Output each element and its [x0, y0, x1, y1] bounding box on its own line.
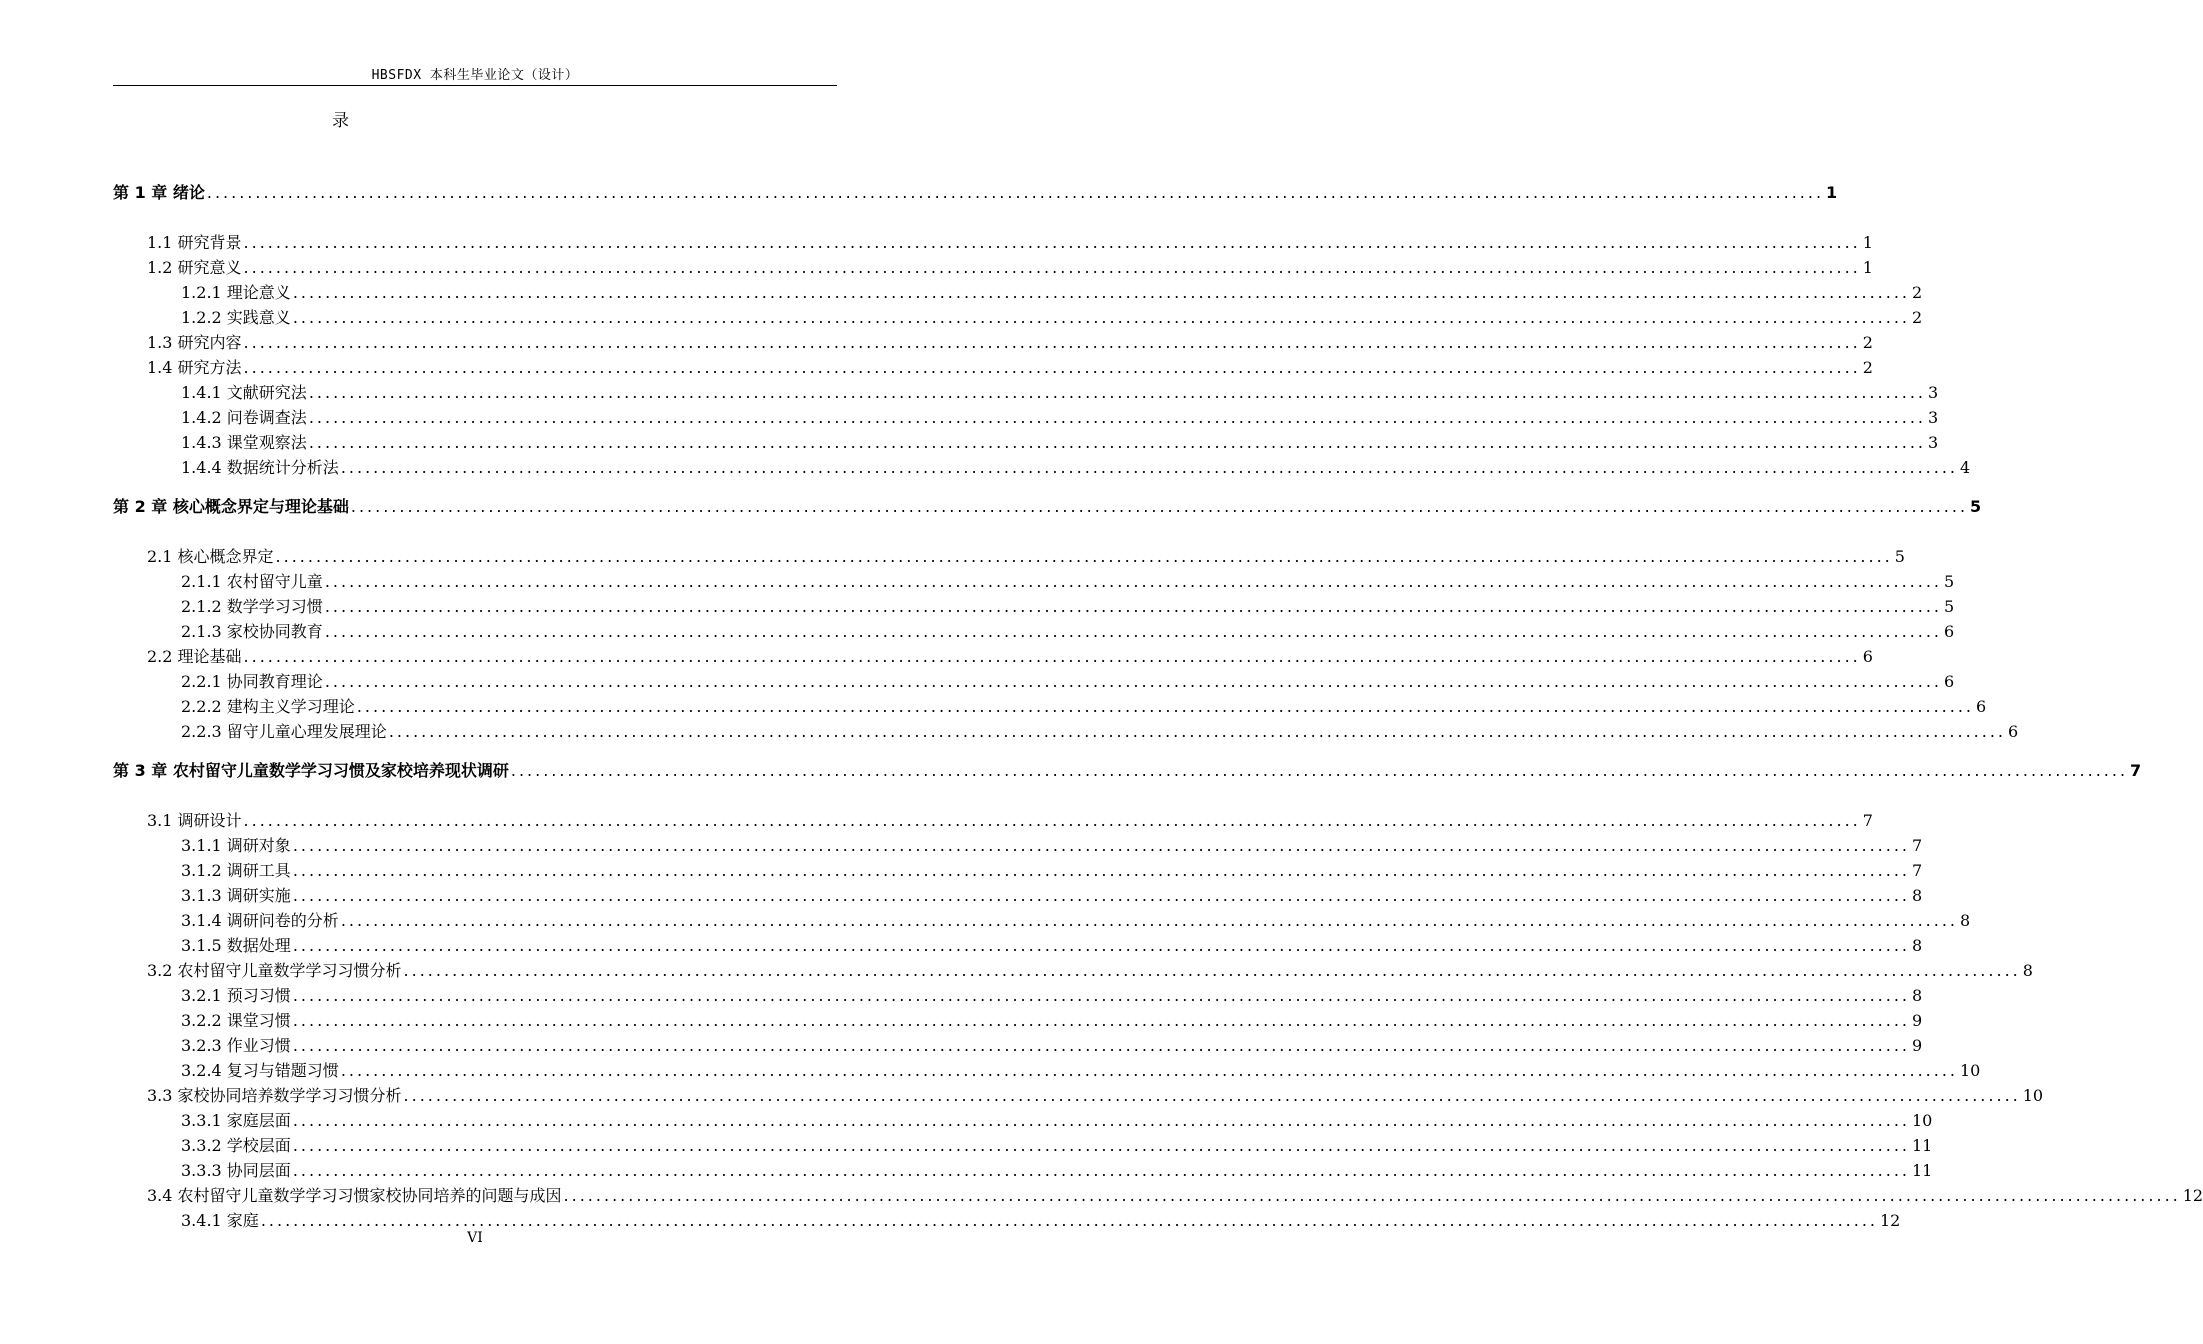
- toc-entry-page: 3: [1928, 383, 1939, 402]
- toc-entry-page: 2: [1862, 333, 1873, 352]
- toc-entry-page: 6: [1976, 697, 1987, 716]
- toc-leader-dots: ........................................................................................................................................................................................................: [324, 622, 1942, 641]
- toc-entry-page: 10: [1912, 1111, 1933, 1130]
- toc-entry-label: 2.1 核心概念界定: [147, 547, 274, 566]
- toc-entry-page: 6: [1944, 672, 1955, 691]
- toc-entry-page: 3: [1928, 408, 1939, 427]
- toc-entry[interactable]: [113, 353, 1873, 378]
- toc-entry[interactable]: [113, 856, 1923, 881]
- toc-entry-page: 8: [1960, 911, 1971, 930]
- toc-entry-page: 10: [2022, 1086, 2044, 1105]
- toc-entry-label: 1.2.1 理论意义: [181, 283, 291, 302]
- toc-entry-label: 3.2.3 作业习惯: [181, 1036, 291, 1055]
- toc-leader-dots: ........................................................................................................................................................................................................: [292, 1111, 1910, 1130]
- toc-entry-page: 5: [1894, 547, 1905, 566]
- toc-entry-label: 2.2.1 协同教育理论: [181, 672, 323, 691]
- toc-entry-page: 12: [2182, 1186, 2203, 1205]
- toc-entry-page: 1: [1862, 233, 1873, 252]
- toc-entry-label: 第 2 章 核心概念界定与理论基础: [113, 497, 349, 516]
- toc-entry[interactable]: [113, 303, 1923, 328]
- toc-leader-dots: ........................................................................................................................................................................................................: [243, 333, 1861, 352]
- toc-entry[interactable]: [113, 403, 1939, 428]
- toc-leader-dots: ........................................................................................................................................................................................................: [292, 836, 1910, 855]
- toc-leader-dots: ........................................................................................................................................................................................................: [324, 672, 1942, 691]
- toc-leader-dots: ........................................................................................................................................................................................................: [388, 722, 2006, 741]
- toc-entry[interactable]: [113, 1181, 2203, 1206]
- toc-entry-label: 1.4.4 数据统计分析法: [181, 458, 339, 477]
- toc-entry-label: 2.2 理论基础: [147, 647, 242, 666]
- toc-entry-label: 第 1 章 绪论: [113, 183, 205, 202]
- toc-entry[interactable]: [113, 1031, 1923, 1056]
- toc-entry-label: 3.1 调研设计: [147, 811, 242, 830]
- toc-entry-page: 7: [1912, 861, 1923, 880]
- toc-entry-label: 1.3 研究内容: [147, 333, 242, 352]
- toc-leader-dots: ........................................................................................................................................................................................................: [292, 308, 1910, 327]
- toc-leader-dots: ........................................................................................................................................................................................................: [292, 886, 1910, 905]
- toc-entry-label: 3.1.1 调研对象: [181, 836, 291, 855]
- toc-entry[interactable]: [113, 328, 1873, 353]
- toc-entry-page: 3: [1928, 433, 1939, 452]
- toc-leader-dots: ........................................................................................................................................................................................................: [356, 697, 1974, 716]
- toc-entry-label: 3.1.3 调研实施: [181, 886, 291, 905]
- toc-entry-page: 5: [1970, 497, 1982, 516]
- toc-entry-page: 8: [1912, 886, 1923, 905]
- toc-leader-dots: ........................................................................................................................................................................................................: [308, 383, 1926, 402]
- toc-entry-page: 5: [1944, 572, 1955, 591]
- toc-entry[interactable]: [113, 378, 1939, 403]
- toc-entry-label: 3.4 农村留守儿童数学学习习惯家校协同培养的问题与成因: [147, 1186, 562, 1205]
- toc-entry[interactable]: [113, 1206, 1901, 1231]
- toc-entry[interactable]: [113, 1081, 2044, 1106]
- toc-entry-label: 1.4.1 文献研究法: [181, 383, 307, 402]
- toc-entry-page: 12: [1880, 1211, 1901, 1230]
- toc-entry-label: 2.2.2 建构主义学习理论: [181, 697, 355, 716]
- toc-entry[interactable]: [113, 253, 1873, 278]
- toc-leader-dots: ........................................................................................................................................................................................................: [292, 986, 1910, 1005]
- toc-entry-page: 11: [1912, 1136, 1933, 1155]
- toc-leader-dots: ........................................................................................................................................................................................................: [243, 647, 1861, 666]
- toc-entry-label: 1.2.2 实践意义: [181, 308, 291, 327]
- toc-leader-dots: ........................................................................................................................................................................................................: [340, 1061, 1958, 1080]
- toc-entry[interactable]: [113, 981, 1923, 1006]
- toc-title: 录: [332, 111, 349, 131]
- toc-entry-page: 4: [1960, 458, 1971, 477]
- toc-chapter-entry[interactable]: [113, 492, 1982, 517]
- toc-entry-page: 6: [1862, 647, 1873, 666]
- toc-entry[interactable]: [113, 1156, 1933, 1181]
- toc-entry-page: 8: [1912, 936, 1923, 955]
- toc-leader-dots: ........................................................................................................................................................................................................: [403, 1086, 2021, 1105]
- toc-entry-label: 3.3.2 学校层面: [181, 1136, 291, 1155]
- toc-leader-dots: ........................................................................................................................................................................................................: [340, 911, 1958, 930]
- toc-entry-page: 9: [1912, 1011, 1923, 1030]
- toc-entry-page: 8: [1912, 986, 1923, 1005]
- toc-leader-dots: ........................................................................................................................................................................................................: [260, 1211, 1878, 1230]
- toc-entry-page: 1: [1826, 183, 1838, 202]
- toc-entry-label: 3.1.2 调研工具: [181, 861, 291, 880]
- toc-entry-page: 11: [1912, 1161, 1933, 1180]
- toc-entry[interactable]: [113, 667, 1955, 692]
- toc-entry[interactable]: [113, 453, 1971, 478]
- toc-leader-dots: ........................................................................................................................................................................................................: [340, 458, 1958, 477]
- toc-chapter-entry[interactable]: [113, 756, 2142, 781]
- toc-leader-dots: ........................................................................................................................................................................................................: [292, 861, 1910, 880]
- toc-entry[interactable]: [113, 692, 1987, 717]
- toc-entry-label: 3.2.4 复习与错题习惯: [181, 1061, 339, 1080]
- toc-entry-page: 7: [2130, 761, 2142, 780]
- toc-entry-label: 3.3 家校协同培养数学学习习惯分析: [147, 1086, 402, 1105]
- toc-entry-page: 10: [1960, 1061, 1981, 1080]
- toc-entry-label: 2.1.3 家校协同教育: [181, 622, 323, 641]
- toc-entry[interactable]: [113, 881, 1923, 906]
- toc-leader-dots: ........................................................................................................................................................................................................: [563, 1186, 2181, 1205]
- toc-leader-dots: ........................................................................................................................................................................................................: [350, 497, 1969, 516]
- toc-leader-dots: ........................................................................................................................................................................................................: [292, 1136, 1910, 1155]
- toc-entry-label: 1.1 研究背景: [147, 233, 242, 252]
- toc-leader-dots: ........................................................................................................................................................................................................: [403, 961, 2021, 980]
- toc-leader-dots: ........................................................................................................................................................................................................: [206, 183, 1825, 202]
- toc-entry[interactable]: [113, 717, 2019, 742]
- header-rule: [113, 85, 837, 86]
- toc-entry-label: 3.4.1 家庭: [181, 1211, 259, 1230]
- toc-leader-dots: ........................................................................................................................................................................................................: [292, 1036, 1910, 1055]
- toc-leader-dots: ........................................................................................................................................................................................................: [308, 408, 1926, 427]
- toc-entry[interactable]: [113, 592, 1955, 617]
- toc-leader-dots: ........................................................................................................................................................................................................: [292, 1011, 1910, 1030]
- toc-leader-dots: ........................................................................................................................................................................................................: [308, 433, 1926, 452]
- toc-entry[interactable]: [113, 1131, 1933, 1156]
- toc-entry-label: 1.4.3 课堂观察法: [181, 433, 307, 452]
- toc-entry-label: 3.2 农村留守儿童数学学习习惯分析: [147, 961, 402, 980]
- toc-entry[interactable]: [113, 567, 1955, 592]
- toc-entry-label: 1.2 研究意义: [147, 258, 242, 277]
- toc-entry[interactable]: [113, 1106, 1933, 1131]
- toc-leader-dots: ........................................................................................................................................................................................................: [243, 358, 1861, 377]
- toc-entry[interactable]: [113, 1056, 1981, 1081]
- toc-entry-label: 1.4.2 问卷调查法: [181, 408, 307, 427]
- toc-leader-dots: ........................................................................................................................................................................................................: [243, 233, 1861, 252]
- toc-entry-label: 2.1.2 数学学习习惯: [181, 597, 323, 616]
- toc-leader-dots: ........................................................................................................................................................................................................: [324, 572, 1942, 591]
- toc-leader-dots: ........................................................................................................................................................................................................: [243, 258, 1861, 277]
- toc-entry-label: 3.3.1 家庭层面: [181, 1111, 291, 1130]
- toc-entry[interactable]: [113, 428, 1939, 453]
- toc-entry[interactable]: [113, 617, 1955, 642]
- toc-entry-label: 3.2.1 预习习惯: [181, 986, 291, 1005]
- page-header: HBSFDX 本科生毕业论文（设计）: [371, 68, 579, 83]
- toc-leader-dots: ........................................................................................................................................................................................................: [243, 811, 1861, 830]
- toc-entry-label: 1.4 研究方法: [147, 358, 242, 377]
- toc-leader-dots: ........................................................................................................................................................................................................: [510, 761, 2129, 780]
- toc-entry-page: 9: [1912, 1036, 1923, 1055]
- toc-entry[interactable]: [113, 906, 1971, 931]
- toc-leader-dots: ........................................................................................................................................................................................................: [292, 936, 1910, 955]
- toc-entry-label: 2.1.1 农村留守儿童: [181, 572, 323, 591]
- toc-entry-label: 3.3.3 协同层面: [181, 1161, 291, 1180]
- toc-leader-dots: ........................................................................................................................................................................................................: [275, 547, 1893, 566]
- toc-entry-label: 第 3 章 农村留守儿童数学学习习惯及家校培养现状调研: [113, 761, 509, 780]
- toc-entry-page: 8: [2022, 961, 2033, 980]
- toc-entry[interactable]: [113, 806, 1873, 831]
- toc-entry-label: 3.1.4 调研问卷的分析: [181, 911, 339, 930]
- toc-entry[interactable]: [113, 542, 1905, 567]
- toc-entry-page: 2: [1862, 358, 1873, 377]
- toc-entry-page: 2: [1912, 283, 1923, 302]
- toc-entry-label: 3.1.5 数据处理: [181, 936, 291, 955]
- toc-entry[interactable]: [113, 278, 1923, 303]
- toc-entry[interactable]: [113, 956, 2033, 981]
- toc-entry-page: 7: [1912, 836, 1923, 855]
- toc-entry-page: 6: [2008, 722, 2019, 741]
- toc-leader-dots: ........................................................................................................................................................................................................: [292, 283, 1910, 302]
- page-number: VI: [467, 1230, 483, 1246]
- toc-entry-label: 3.2.2 课堂习惯: [181, 1011, 291, 1030]
- toc-entry[interactable]: [113, 228, 1873, 253]
- toc-entry-page: 5: [1944, 597, 1955, 616]
- toc-entry[interactable]: [113, 642, 1873, 667]
- toc-entry-label: 2.2.3 留守儿童心理发展理论: [181, 722, 387, 741]
- toc-entry[interactable]: [113, 931, 1923, 956]
- toc-entry-page: 7: [1862, 811, 1873, 830]
- toc-entry-page: 2: [1912, 308, 1923, 327]
- toc-leader-dots: ........................................................................................................................................................................................................: [324, 597, 1942, 616]
- toc-entry[interactable]: [113, 831, 1923, 856]
- toc-entry-page: 6: [1944, 622, 1955, 641]
- toc-entry[interactable]: [113, 1006, 1923, 1031]
- toc-leader-dots: ........................................................................................................................................................................................................: [292, 1161, 1910, 1180]
- toc-entry-page: 1: [1862, 258, 1873, 277]
- toc-chapter-entry[interactable]: [113, 178, 1838, 203]
